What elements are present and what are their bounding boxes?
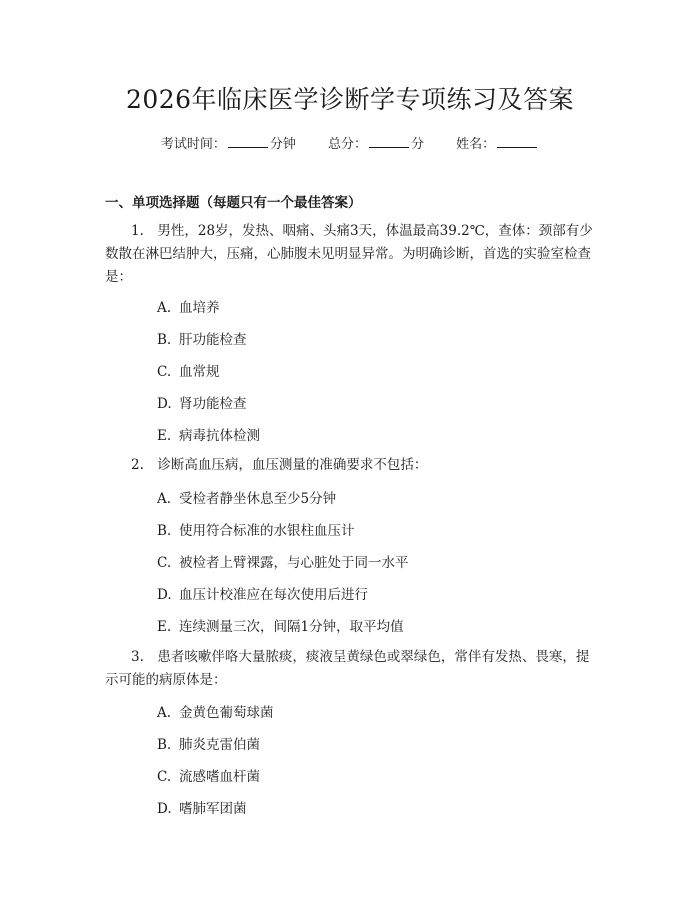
question-1-option-b bbox=[157, 328, 247, 348]
exam-time-blank bbox=[228, 135, 268, 148]
name-field bbox=[456, 133, 539, 152]
option-text: 使用符合标准的水银柱血压计 bbox=[179, 523, 355, 539]
option-letter: E. bbox=[157, 619, 172, 635]
option-letter: D. bbox=[157, 801, 172, 817]
option-letter: B. bbox=[157, 737, 172, 753]
option-text: 血培养 bbox=[179, 300, 220, 316]
total-score-field bbox=[328, 133, 424, 152]
total-score-unit: 分 bbox=[411, 137, 425, 152]
section-heading: 一、单项选择题（每题只有一个最佳答案） bbox=[105, 195, 362, 211]
name-blank bbox=[497, 135, 537, 148]
exam-meta bbox=[0, 133, 700, 152]
name-label: 姓名： bbox=[456, 137, 496, 152]
option-letter: C. bbox=[157, 555, 172, 571]
question-3-option-c bbox=[157, 765, 260, 785]
exam-time-field bbox=[161, 133, 296, 152]
option-letter: C. bbox=[157, 769, 172, 785]
question-3-option-b bbox=[157, 733, 260, 753]
total-score-label: 总分： bbox=[327, 137, 367, 152]
option-letter: A. bbox=[157, 705, 172, 721]
question-2-stem: 2. 诊断高血压病，血压测量的准确要求不包括： bbox=[131, 457, 428, 473]
question-2-option-a bbox=[157, 487, 336, 507]
question-2-option-e bbox=[157, 615, 404, 635]
option-letter: C. bbox=[157, 364, 172, 380]
option-letter: D. bbox=[157, 396, 172, 412]
question-3-stem: 3. 患者咳嗽伴咯大量脓痰，痰液呈黄绿色或翠绿色，常伴有发热、畏寒，提示可能的病原体是： bbox=[105, 649, 590, 688]
document-title: 2026年临床医学诊断学专项练习及答案 bbox=[125, 85, 575, 114]
option-text: 流感嗜血杆菌 bbox=[179, 769, 260, 785]
question-1-option-d bbox=[157, 392, 247, 412]
question-2-option-c bbox=[157, 551, 409, 571]
question-2-option-b bbox=[157, 519, 355, 539]
option-text: 病毒抗体检测 bbox=[179, 428, 260, 444]
option-letter: B. bbox=[157, 332, 172, 348]
option-text: 血压计校准应在每次使用后进行 bbox=[179, 587, 368, 603]
exam-time-unit: 分钟 bbox=[269, 137, 296, 152]
question-3-option-a bbox=[157, 701, 274, 721]
option-letter: E. bbox=[157, 428, 172, 444]
option-text: 肝功能检查 bbox=[179, 332, 247, 348]
option-text: 嗜肺军团菌 bbox=[179, 801, 247, 817]
question-3-option-d bbox=[157, 797, 247, 817]
question-1-option-e bbox=[157, 424, 260, 444]
question-1-option-c bbox=[157, 360, 220, 380]
option-text: 血常规 bbox=[179, 364, 220, 380]
total-score-blank bbox=[369, 135, 409, 148]
option-text: 被检者上臂裸露，与心脏处于同一水平 bbox=[179, 555, 409, 571]
option-letter: B. bbox=[157, 523, 172, 539]
option-letter: D. bbox=[157, 587, 172, 603]
option-letter: A. bbox=[157, 300, 172, 316]
option-text: 连续测量三次，间隔1分钟，取平均值 bbox=[179, 619, 404, 635]
question-2-option-d bbox=[157, 583, 368, 603]
option-letter: A. bbox=[157, 491, 172, 507]
option-text: 肺炎克雷伯菌 bbox=[179, 737, 260, 753]
option-text: 金黄色葡萄球菌 bbox=[179, 705, 274, 721]
option-text: 受检者静坐休息至少5分钟 bbox=[179, 491, 337, 507]
option-text: 肾功能检查 bbox=[179, 396, 247, 412]
exam-time-label: 考试时间： bbox=[160, 137, 226, 152]
question-1-option-a bbox=[157, 296, 220, 316]
question-1-stem: 1. 男性，28岁，发热、咽痛、头痛3天，体温最高39.2℃，查体：颈部有少数散在淋巴结肿大，压痛，心肺腹未见明显异常。为明确诊断，首选的实验室检查是： bbox=[105, 223, 593, 285]
